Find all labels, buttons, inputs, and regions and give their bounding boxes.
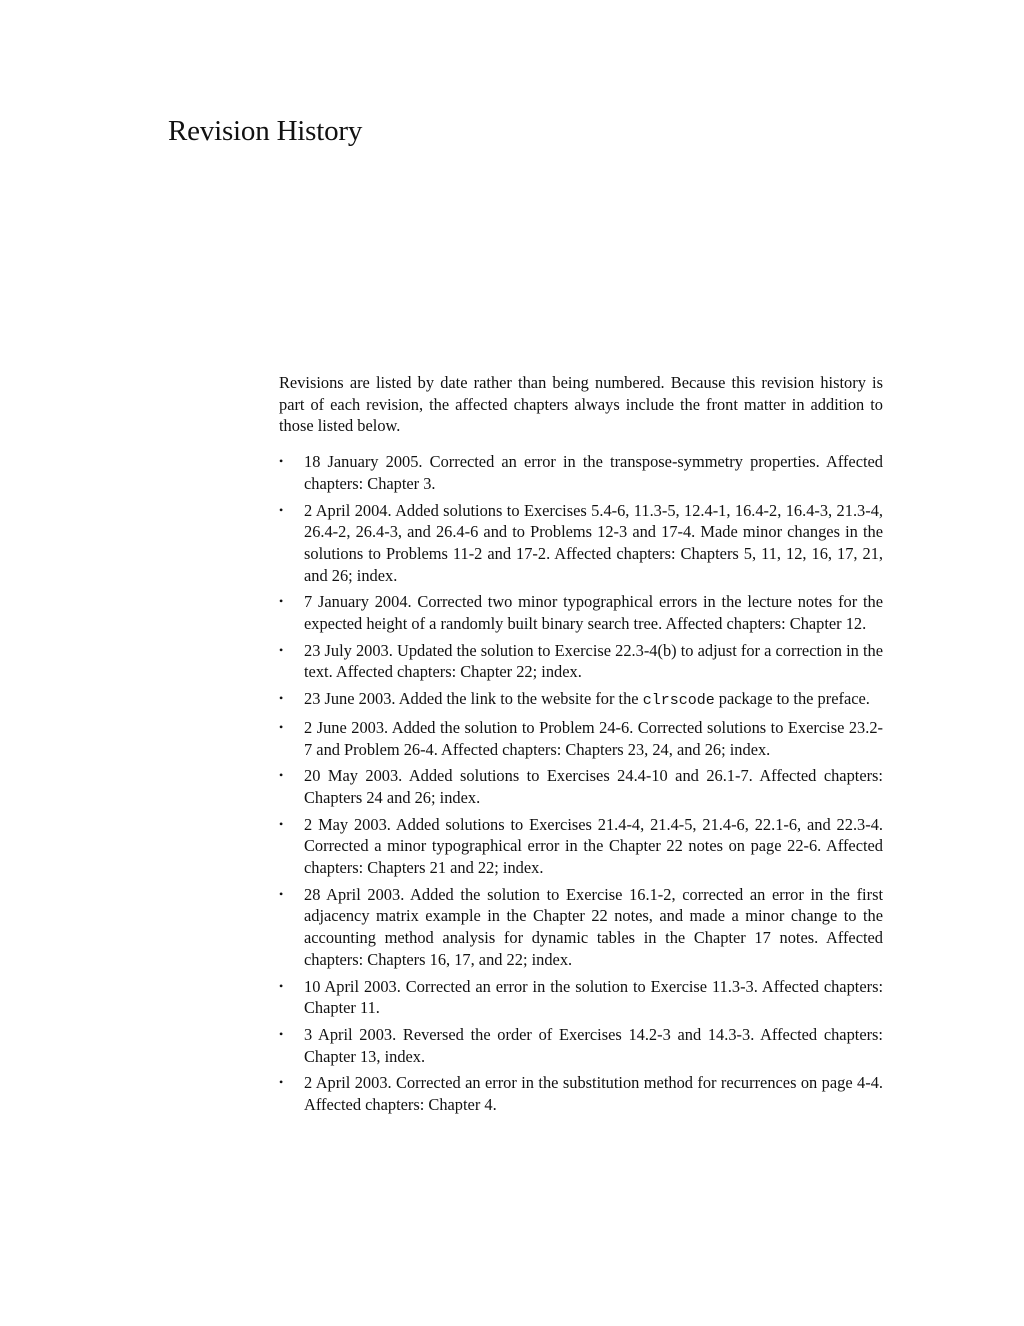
bullet-icon: •: [279, 719, 284, 734]
revision-item: [279, 591, 883, 634]
revision-text: 20 May 2003. Added solutions to Exercises 24.4-10 and 26.1-7. Affected chapters: Chapters 24 and 26; index.: [304, 766, 883, 807]
revision-item: [279, 1072, 883, 1115]
revision-item: [279, 717, 883, 760]
revision-item: [279, 688, 883, 712]
revision-content: [279, 372, 883, 1121]
revision-list: [279, 451, 883, 1116]
bullet-icon: •: [279, 1075, 284, 1090]
revision-item: [279, 765, 883, 808]
bullet-icon: •: [279, 691, 284, 706]
revision-text: 18 January 2005. Corrected an error in the transpose-symmetry properties. Affected chapters: Chapter 3.: [304, 452, 883, 493]
revision-item: [279, 451, 883, 494]
revision-text-after: package to the preface.: [714, 689, 870, 709]
revision-text: 28 April 2003. Added the solution to Exercise 16.1-2, corrected an error in the first adjacency matrix example in the Chapter 22 notes, and made a minor change to the accounting method analysis for dynamic tables in the Chapter 17 notes. Affected chapters: Chapters 16, 17, and 22; index.: [304, 884, 883, 969]
bullet-icon: •: [279, 886, 284, 901]
revision-text: 2 June 2003. Added the solution to Problem 24-6. Corrected solutions to Exercise 23.2-7 and Problem 26-4. Affected chapters: Chapters 23, 24, and 26; index.: [304, 717, 883, 759]
bullet-icon: •: [279, 594, 284, 609]
bullet-icon: •: [279, 768, 284, 783]
revision-text: 2 April 2003. Corrected an error in the substitution method for recurrences on page 4-4. Affected chapters: Chapter 4.: [304, 1073, 883, 1115]
revision-item: [279, 500, 883, 587]
revision-text-before: 23 June 2003. Added the link to the website for the: [304, 689, 643, 709]
bullet-icon: •: [279, 454, 284, 469]
intro-paragraph: Revisions are listed by date rather than being numbered. Because this revision history is part of each revision, the affected chapters always include the front matter in addition to those listed below.: [279, 373, 883, 436]
bullet-icon: •: [279, 502, 284, 517]
bullet-icon: •: [279, 1026, 284, 1041]
revision-item: [279, 976, 883, 1019]
bullet-icon: •: [279, 978, 284, 993]
revision-item: [279, 1024, 883, 1067]
revision-text: 23 July 2003. Updated the solution to Exercise 22.3-4(b) to adjust for a correction in the text. Affected chapters: Chapter 22; index.: [304, 640, 883, 682]
revision-text: 7 January 2004. Corrected two minor typographical errors in the lecture notes for the expected height of a randomly built binary search tree. Affected chapters: Chapter 12.: [304, 592, 883, 634]
revision-text: 10 April 2003. Corrected an error in the solution to Exercise 11.3-3. Affected chapters: Chapter 11.: [304, 976, 883, 1018]
revision-item: [279, 640, 883, 683]
revision-text: 2 May 2003. Added solutions to Exercises 21.4-4, 21.4-5, 21.4-6, 22.1-6, and 22.3-4. Corrected a minor typographical error in the Chapter 22 notes on page 22-6. Affected chapters: Chapters 21 and 22; index.: [304, 814, 883, 878]
bullet-icon: •: [279, 642, 284, 657]
bullet-icon: •: [279, 816, 284, 831]
page-title: Revision History: [168, 115, 363, 147]
revision-item: [279, 884, 883, 971]
revision-text: 3 April 2003. Reversed the order of Exercises 14.2-3 and 14.3-3. Affected chapters: Chapter 13, index.: [304, 1024, 883, 1066]
package-name-code: clrscode: [642, 692, 715, 710]
revision-item: [279, 814, 883, 879]
revision-text: 2 April 2004. Added solutions to Exercises 5.4-6, 11.3-5, 12.4-1, 16.4-2, 16.4-3, 21.3-4, 26.4-2, 26.4-3, and 26.4-6 and to Problems 12-3 and 17-4. Made minor changes in the solutions to Problems 11-2 and 17-2. Affected chapters: Chapters 5, 11, 12, 16, 17, 21, and 26; index.: [304, 500, 883, 585]
